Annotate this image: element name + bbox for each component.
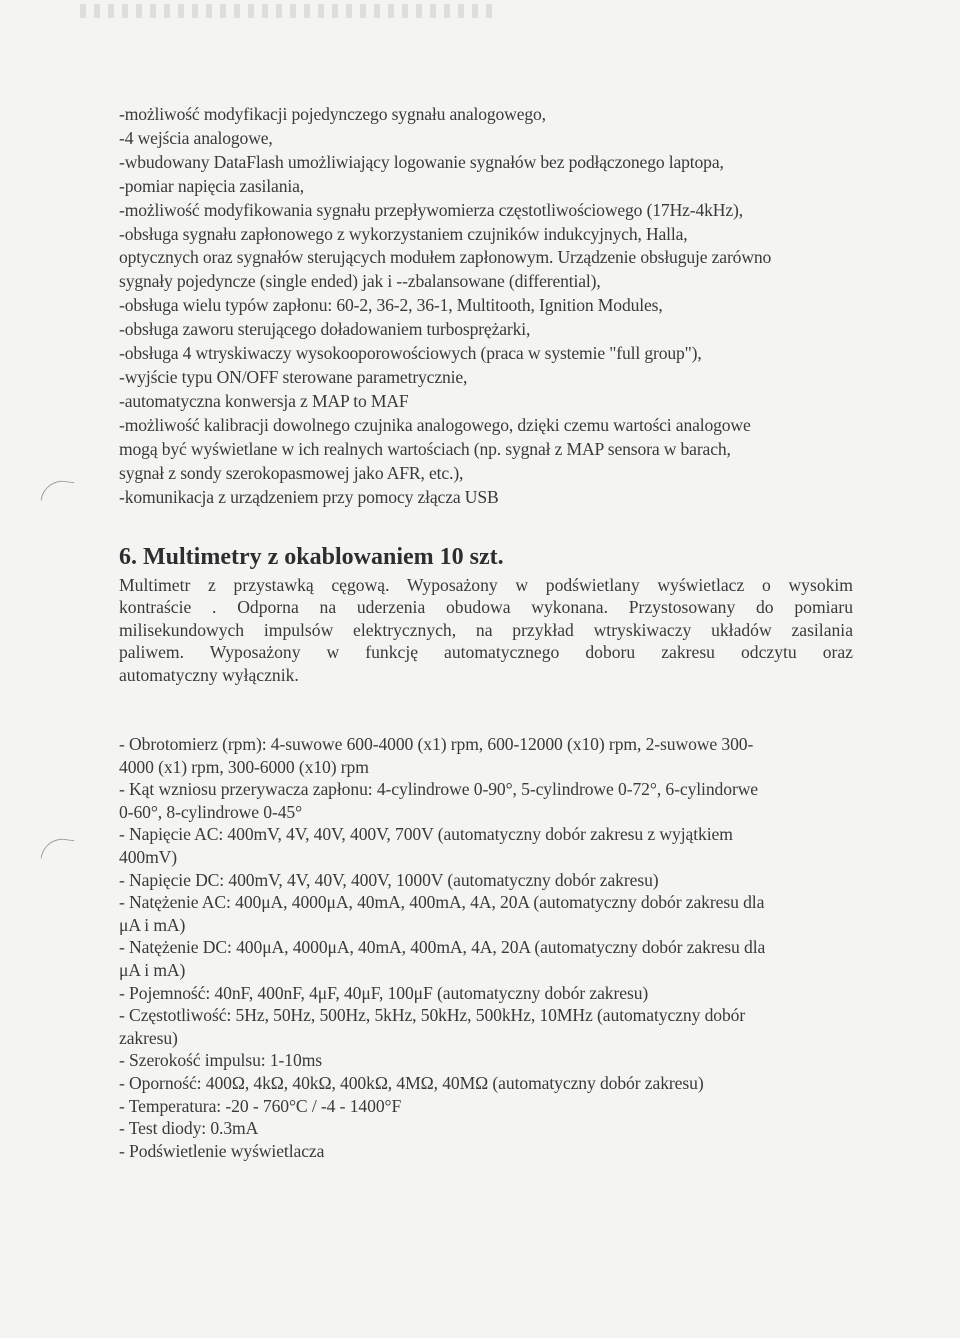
description-line: paliwem. Wyposażony w funkcję automatycznego doboru zakresu odczytu oraz	[119, 642, 853, 663]
feature-list	[119, 103, 859, 509]
spec-line: - Napięcie AC: 400mV, 4V, 40V, 400V, 700V (automatyczny dobór zakresu z wyjątkiem	[119, 824, 733, 845]
description-line: automatyczny wyłącznik.	[119, 664, 299, 685]
feature-line: -wyjście typu ON/OFF sterowane parametrycznie,	[119, 366, 468, 387]
spec-line: 400mV)	[119, 846, 178, 867]
feature-line: -obsługa 4 wtryskiwaczy wysokooporowościowych (praca w systemie "full group"),	[119, 343, 702, 364]
feature-line: -obsługa sygnału zapłonowego z wykorzystaniem czujników indukcyjnych, Halla,	[119, 223, 688, 244]
feature-line: -komunikacja z urządzeniem przy pomocy złącza USB	[119, 486, 499, 507]
spec-line: - Podświetlenie wyświetlacza	[119, 1140, 325, 1161]
feature-line: -możliwość kalibracji dowolnego czujnika analogowego, dzięki czemu wartości analogowe	[119, 414, 751, 435]
description-line: milisekundowych impulsów elektrycznych, na przykład wtryskiwaczy układów zasilania	[119, 619, 853, 640]
spec-line: - Częstotliwość: 5Hz, 50Hz, 500Hz, 5kHz, 50kHz, 500kHz, 10MHz (automatyczny dobór	[119, 1005, 746, 1026]
margin-pen-mark	[41, 836, 75, 863]
description-line: Multimetr z przystawką cęgową. Wyposażony w podświetlany wyświetlacz o wysokim	[119, 575, 853, 595]
section-description	[119, 574, 853, 686]
spec-line: - Pojemność: 40nF, 400nF, 4μF, 40μF, 100μF (automatyczny dobór zakresu)	[119, 982, 649, 1003]
feature-line: -wbudowany DataFlash umożliwiający logowanie sygnałów bez podłączonego laptopa,	[119, 151, 724, 172]
scan-noise-strip	[80, 4, 500, 18]
margin-pen-mark	[41, 478, 75, 505]
description-line: kontraście . Odporna na uderzenia obudowa wykonana. Przystosowany do pomiaru	[119, 597, 853, 618]
feature-line: sygnały pojedyncze (single ended) jak i --zbalansowane (differential),	[119, 271, 601, 292]
spec-line: - Natężenie AC: 400μA, 4000μA, 40mA, 400mA, 4A, 20A (automatyczny dobór zakresu dla	[119, 892, 765, 913]
spec-line: μA i mA)	[119, 959, 186, 980]
feature-line: optycznych oraz sygnałów sterujących modułem zapłonowym. Urządzenie obsługuje zarówno	[119, 247, 772, 268]
feature-line: sygnał z sondy szerokopasmowej jako AFR, etc.),	[119, 462, 464, 483]
spec-line: - Kąt wzniosu przerywacza zapłonu: 4-cylindrowe 0-90°, 5-cylindrowe 0-72°, 6-cylindorwe	[119, 779, 759, 800]
feature-line: -możliwość modyfikowania sygnału przepływomierza częstotliwościowego (17Hz-4kHz),	[119, 199, 743, 220]
spec-line: - Test diody: 0.3mA	[119, 1118, 259, 1139]
feature-line: mogą być wyświetlane w ich realnych wartościach (np. sygnał z MAP sensora w barach,	[119, 438, 731, 459]
spec-line: - Napięcie DC: 400mV, 4V, 40V, 400V, 1000V (automatyczny dobór zakresu)	[119, 869, 659, 890]
spec-line: μA i mA)	[119, 914, 186, 935]
feature-line: -pomiar napięcia zasilania,	[119, 175, 304, 196]
spec-line: - Natężenie DC: 400μA, 4000μA, 40mA, 400mA, 4A, 20A (automatyczny dobór zakresu dla	[119, 937, 766, 958]
feature-line: -4 wejścia analogowe,	[119, 127, 273, 148]
section-heading: 6. Multimetry z okablowaniem 10 szt.	[119, 544, 504, 570]
spec-line: - Szerokość impulsu: 1-10ms	[119, 1050, 323, 1071]
spec-line: - Temperatura: -20 - 760°C / -4 - 1400°F	[119, 1095, 402, 1116]
feature-line: -automatyczna konwersja z MAP to MAF	[119, 390, 409, 411]
spec-line: - Oporność: 400Ω, 4kΩ, 40kΩ, 400kΩ, 4MΩ, 40MΩ (automatyczny dobór zakresu)	[119, 1072, 704, 1093]
feature-line: -możliwość modyfikacji pojedynczego sygnału analogowego,	[119, 104, 546, 124]
feature-line: -obsługa wielu typów zapłonu: 60-2, 36-2, 36-1, Multitooth, Ignition Modules,	[119, 295, 663, 316]
spec-line: 0-60°, 8-cylindrowe 0-45°	[119, 801, 303, 822]
feature-line: -obsługa zaworu sterującego doładowaniem turbosprężarki,	[119, 319, 531, 340]
spec-line: 4000 (x1) rpm, 300-6000 (x10) rpm	[119, 756, 369, 777]
spec-line: zakresu)	[119, 1027, 178, 1048]
spec-line: - Obrotomierz (rpm): 4-suwowe 600-4000 (x1) rpm, 600-12000 (x10) rpm, 2-suwowe 300-	[119, 734, 754, 754]
spec-list	[119, 733, 859, 1162]
